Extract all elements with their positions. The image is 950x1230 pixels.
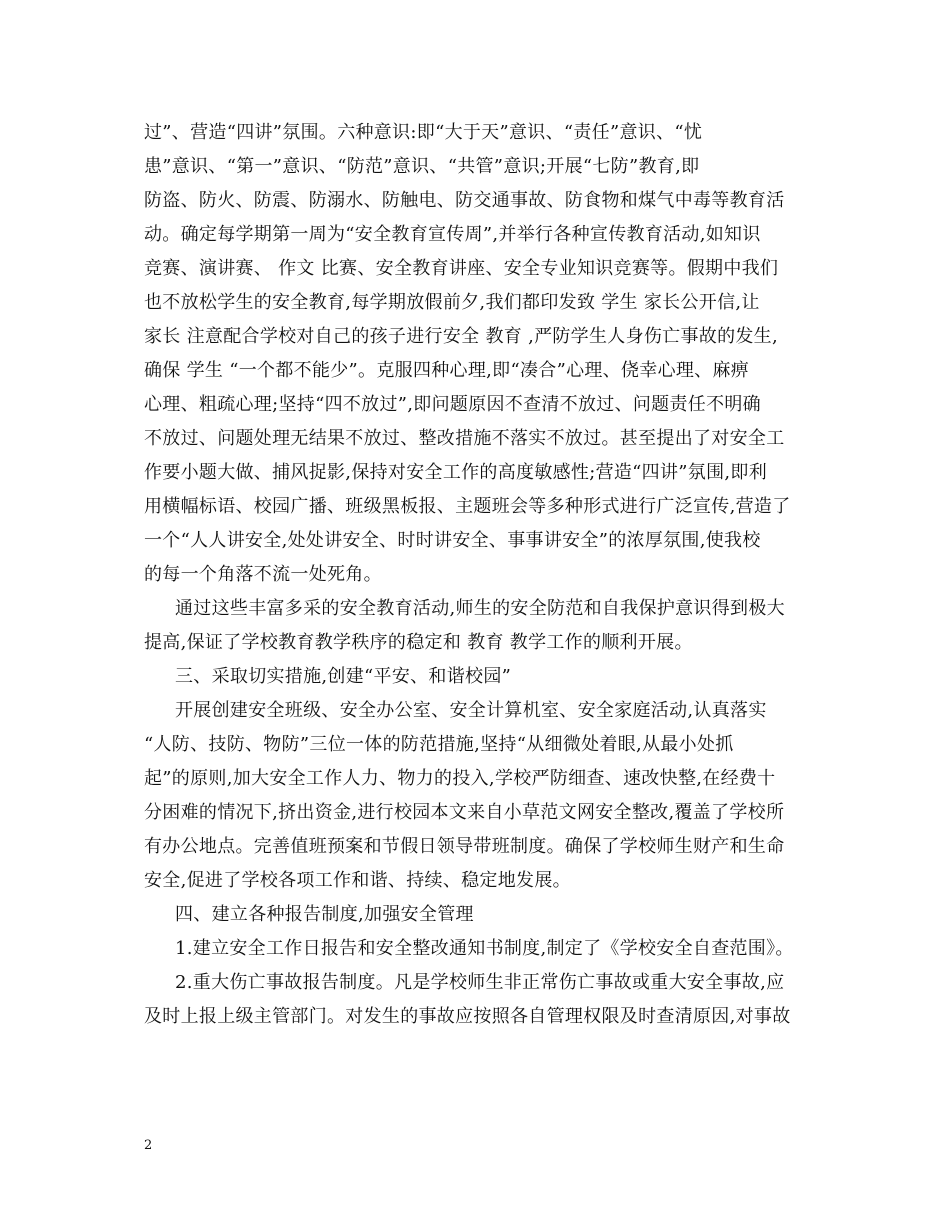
text-line: 作要小题大做、捕风捉影,保持对安全工作的高度敏感性;营造“四讲”氛围,即利 <box>144 462 768 483</box>
text-line: 有办公地点。完善值班预案和节假日领导带班制度。确保了学校师生财产和生命 <box>144 836 785 857</box>
page-number: 2 <box>144 1138 153 1153</box>
text-line: 及时上报上级主管部门。对发生的事故应按照各自管理权限及时查清原因,对事故 <box>144 1006 791 1027</box>
text-line: 起”的原则,加大安全工作人力、物力的投入,学校严防细查、速改快整,在经费十 <box>144 768 776 789</box>
body-text <box>144 116 814 1034</box>
text-line: 1.建立安全工作日报告和安全整改通知书制度,制定了《学校安全自查范围》。 <box>175 938 794 959</box>
text-line: 三、采取切实措施,创建“平安、和谐校园” <box>175 666 512 687</box>
text-line: 防盗、防火、防震、防溺水、防触电、防交通事故、防食物和煤气中毒等教育活 <box>144 190 785 211</box>
text-line: “人防、技防、物防”三位一体的防范措施,坚持“从细微处着眼,从最小处抓 <box>144 734 734 755</box>
text-line: 确保 学生 “一个都不能少”。克服四种心理,即“凑合”心理、侥幸心理、麻痹 <box>144 360 750 381</box>
text-line: 动。确定每学期第一周为“安全教育宣传周”,并举行各种宣传教育活动,如知识 <box>144 224 761 245</box>
text-line: 用横幅标语、校园广播、班级黑板报、主题班会等多种形式进行广泛宣传,营造了 <box>144 496 791 517</box>
text-line: 通过这些丰富多采的安全教育活动,师生的安全防范和自我保护意识得到极大 <box>175 598 785 619</box>
text-line: 分困难的情况下,挤出资金,进行校园本文来自小草范文网安全整改,覆盖了学校所 <box>144 802 785 823</box>
text-line: 一个“人人讲安全,处处讲安全、时时讲安全、事事讲安全”的浓厚氛围,使我校 <box>144 530 761 551</box>
text-line: 2.重大伤亡事故报告制度。凡是学校师生非正常伤亡事故或重大安全事故,应 <box>175 972 785 993</box>
text-line: 家长 注意配合学校对自己的孩子进行安全 教育 ,严防学生人身伤亡事故的发生, <box>144 326 779 347</box>
text-line: 不放过、问题处理无结果不放过、整改措施不落实不放过。甚至提出了对安全工 <box>144 428 785 449</box>
text-line: 提高,保证了学校教育教学秩序的稳定和 教育 教学工作的顺利开展。 <box>144 632 693 653</box>
text-line: 开展创建安全班级、安全办公室、安全计算机室、安全家庭活动,认真落实 <box>175 700 767 721</box>
text-line: 四、建立各种报告制度,加强安全管理 <box>175 904 474 925</box>
text-line: 安全,促进了学校各项工作和谐、持续、稳定地发展。 <box>144 870 571 891</box>
text-line: 过”、营造“四讲”氛围。六种意识:即“大于天”意识、“责任”意识、“忧 <box>144 122 703 143</box>
text-line: 的每一个角落不流一处死角。 <box>144 564 382 585</box>
text-line: 也不放松学生的安全教育,每学期放假前夕,我们都印发致 学生 家长公开信,让 <box>144 292 760 313</box>
text-line: 竞赛、演讲赛、 作文 比赛、安全教育讲座、安全专业知识竞赛等。假期中我们 <box>144 258 779 279</box>
text-line: 患”意识、“第一”意识、“防范”意识、“共管”意识;开展“七防”教育,即 <box>144 156 700 177</box>
text-line: 心理、粗疏心理;坚持“四不放过”,即问题原因不查清不放过、问题责任不明确 <box>144 394 761 415</box>
